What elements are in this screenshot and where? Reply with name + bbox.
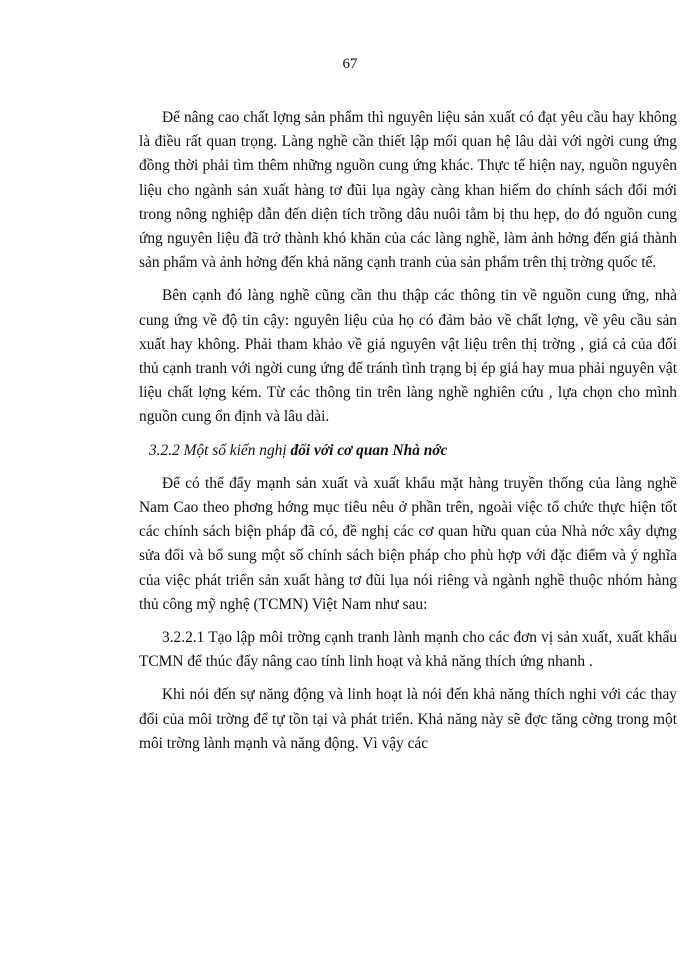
page-number: 67 [342,56,358,72]
body-text [139,106,677,765]
paragraph-recommendations: Để có thể đẩy mạnh sản xuất và xuất khẩu mặt hàng truyền thống của làng nghề Nam Cao theo phơng hớng mục tiêu nêu ở phần trên, ngoài việc tổ chức thực hiện tốt các chính sách biện pháp đã có, đề nghị các cơ quan hữu quan của Nhà nớc xây dựng sửa đổi và bổ sung một số chính sách biện pháp cho phù hợp với đặc điểm và ý nghĩa của việc phát triển sản xuất hàng tơ đũi lụa nói riêng và ngành nghề thuộc nhóm hàng thủ công mỹ nghệ (TCMN) Việt Nam như sau: [139,474,677,613]
section-heading-tail: đối với cơ quan Nhà nớc [290,441,448,459]
paragraph-subsection-3221: 3.2.2.1 Tạo lập môi trờng cạnh tranh lành mạnh cho các đơn vị sản xuất, xuất khẩu TCMN để thúc đẩy nâng cao tính linh hoạt và khả năng thích ứng nhanh . [139,629,677,671]
paragraph-supplier-info: Bên cạnh đó làng nghề cũng cần thu thập các thông tin về nguồn cung ứng, nhà cung ứng về độ tin cậy: nguyên liệu của họ có đảm bảo về chất lợng, về yêu cầu sản xuất hay không. Phải tham khảo về giá nguyên vật liệu trên thị trờng , giá cả của đối thủ cạnh tranh với ngời cung ứng để tránh tình trạng bị ép giá hay mua phải nguyên vật liệu chất lợng kém. Từ các thông tin trên làng nghề nghiên cứu , lựa chọn cho mình nguồn cung ổn định và lâu dài. [139,287,677,426]
section-heading-lead: 3.2.2 Một số kiến nghị [149,441,291,459]
paragraph-flexibility: Khi nói đến sự năng động và linh hoạt là nói đến khả năng thích nghi với các thay đổi của môi trờng để tự tồn tại và phát triển. Khả năng này sẽ đợc tăng cờng trong một môi trờng lành mạnh và năng động. Vì vậy các [139,686,677,752]
section-heading [139,439,677,463]
paragraph-raw-materials: Để nâng cao chất lợng sản phẩm thì nguyên liệu sản xuất có đạt yêu cầu hay không là điều rất quan trọng. Làng nghề cần thiết lập mối quan hệ lâu dài với ngời cung ứng đồng thời phải tìm thêm những nguồn cung ứng khác. Thực tế hiện nay, nguồn nguyên liệu cho ngành sản xuất hàng tơ đũi lụa ngày càng khan hiếm do chính sách đổi mới trong nông nghiệp dẫn đến diện tích trồng dâu nuôi tằm bị thu hẹp, do đó nguồn cung ứng nguyên liệu đã trở thành khó khăn của các làng nghề, làm ảnh hởng đến giá thành sản phẩm và ảnh hởng đến khả năng cạnh tranh của sản phẩm trên thị trờng quốc tế. [139,109,677,272]
